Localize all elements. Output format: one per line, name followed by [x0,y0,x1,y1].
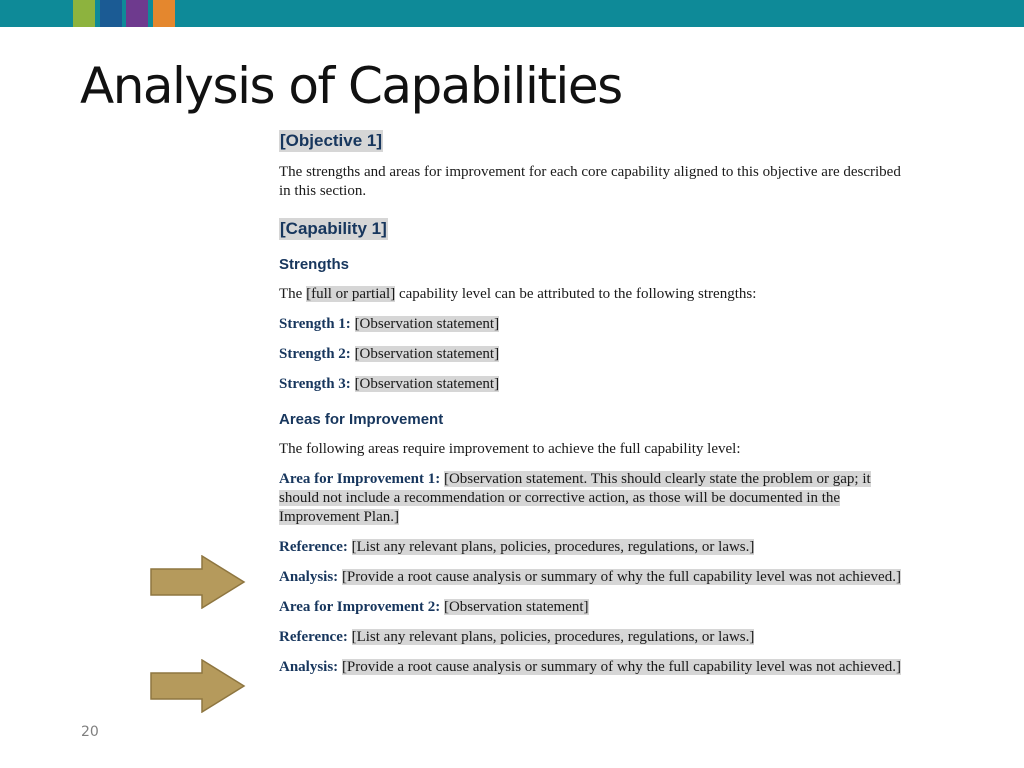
strengths-intro-end: capability level can be attributed to the following strengths: [395,286,757,302]
reference-text: [List any relevant plans, policies, procedures, regulations, or laws.] [351,629,755,645]
strengths-heading: Strengths [279,256,350,273]
improvement-observation: [Observation statement. This should clearly state the problem or gap; it should not include a recommendation or corrective action, as those will be documented in the Improvement Plan.] [279,471,871,525]
strengths-intro-start: The [279,286,307,302]
right-arrow-icon [150,555,246,609]
strength-item [279,315,914,334]
reference-text: [List any relevant plans, policies, procedures, regulations, or laws.] [351,539,755,555]
accent-tile-blue [100,0,122,27]
strength-item [279,345,914,364]
slide-number: 20 [81,724,99,740]
analysis-label: Analysis: [279,569,339,585]
improvement-heading: Areas for Improvement [279,411,444,428]
analysis-label: Analysis: [279,659,339,675]
improvement-area-1 [279,470,914,527]
strength-label: Strength 3: [279,376,351,392]
objective-description: The strengths and areas for improvement for each core capability aligned to this objective are described in this section. [279,164,901,199]
strength-label: Strength 2: [279,346,351,362]
improvement-area-label: Area for Improvement 2: [279,599,441,615]
document-excerpt [279,130,914,677]
objective-heading: [Objective 1] [280,131,383,150]
strength-label: Strength 1: [279,316,351,332]
analysis-line [279,658,914,677]
improvement-area-label: Area for Improvement 1: [279,471,441,487]
slide-title: Analysis of Capabilities [80,57,622,115]
strength-observation: [Observation statement] [354,346,500,362]
accent-tile-green [73,0,95,27]
accent-tile-orange [153,0,175,27]
strength-observation: [Observation statement] [354,316,500,332]
analysis-text: [Provide a root cause analysis or summary of why the full capability level was not achieved.] [341,569,901,585]
reference-line [279,628,914,647]
accent-tile-purple [126,0,148,27]
improvement-intro: The following areas require improvement to achieve the full capability level: [279,441,741,457]
reference-label: Reference: [279,539,348,555]
improvement-observation: [Observation statement] [443,599,589,615]
top-accent-bar [0,0,1024,27]
strength-observation: [Observation statement] [354,376,500,392]
right-arrow-icon [150,659,246,713]
capability-level-placeholder: [full or partial] [306,286,396,302]
improvement-area-2 [279,598,914,617]
reference-line [279,538,914,557]
analysis-line [279,568,914,587]
reference-label: Reference: [279,629,348,645]
capability-heading: [Capability 1] [280,219,387,238]
analysis-text: [Provide a root cause analysis or summary of why the full capability level was not achieved.] [341,659,901,675]
strength-item [279,375,914,394]
strengths-intro [279,285,914,304]
